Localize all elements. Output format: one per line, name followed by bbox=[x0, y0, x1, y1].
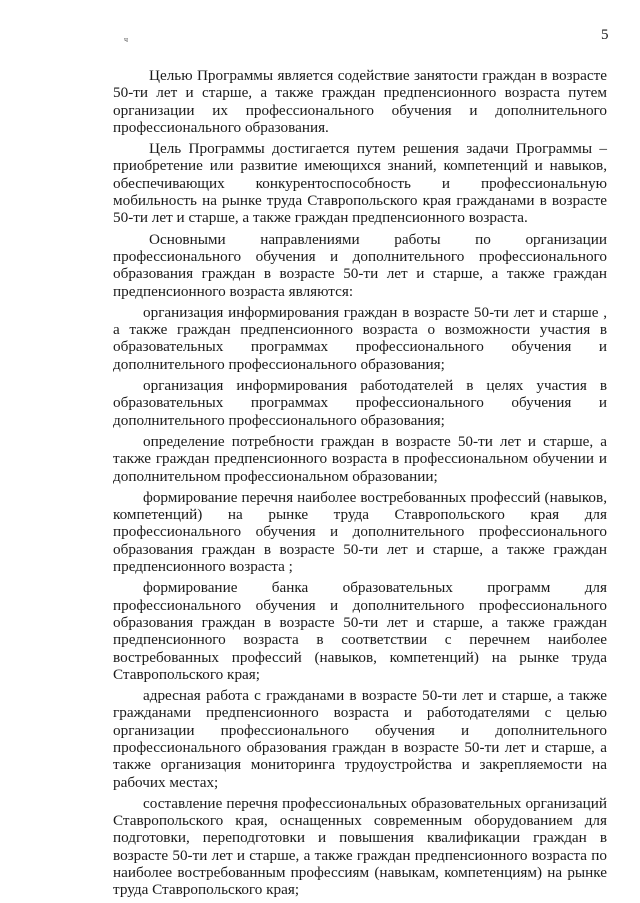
list-item: определение потребности граждан в возрасте 50-ти лет и старше, а также граждан предпенсионного возраста в профессиональном обучении и дополнительном профессиональном образовании; bbox=[113, 432, 607, 485]
list-item: формирование банка образовательных программ для профессионального обучения и дополнительного профессионального образования граждан в возрасте 50-ти лет и старше, а также граждан предпенсионного возраста в соответствии с перечнем наиболее востребованных профессий (навыков, компетенций) на рынке труда Ставропольского края; bbox=[113, 579, 607, 683]
list-item: адресная работа с гражданами в возрасте 50-ти лет и старше, а также гражданами предпенсионного возраста и работодателями с целью организации профессионального обучения и дополнительного профессионального образования граждан в возрасте 50-ти лет и старше, а также организация мониторинга трудоустройства и закрепляемости на рабочих местах; bbox=[113, 687, 607, 791]
paragraph-goal-achievement: Цель Программы достигается путем решения задачи Программы – приобретение или развитие имеющихся знаний, компетенций и навыков, обеспечивающих конкурентоспособность и профессиональную мобильность на рынке труда Ставропольского края гражданами в возрасте 50-ти лет и старше, а также граждан предпенсионного возраста. bbox=[113, 140, 607, 227]
list-item: организация информирования работодателей в целях участия в образовательных программах профессионального обучения и дополнительного профессионального образования; bbox=[113, 377, 607, 429]
list-item: составление перечня профессиональных образовательных организаций Ставропольского края, оснащенных современным оборудованием для подготовки, переподготовки и повышения квалификации граждан в возрасте 50-ти лет и старше, а также граждан предпенсионного возраста по наиболее востребованным профессиям (навыкам, компетенциям) на рынке труда Ставропольского края; bbox=[113, 794, 607, 899]
corner-mark: ч bbox=[124, 35, 129, 44]
list-item: организация информирования граждан в возрасте 50-ти лет и старше , а также граждан предпенсионного возраста о возможности участия в образовательных программах профессионального обучения и дополнительного профессионального образования; bbox=[113, 303, 607, 373]
list-item: формирование перечня наиболее востребованных профессий (навыков, компетенций) на рынке труда Ставропольского края для профессионального обучения и дополнительного профессионального образования граждан в возрасте 50-ти лет и старше, а также граждан предпенсионного возраста ; bbox=[113, 488, 607, 576]
page-number: 5 bbox=[601, 27, 609, 43]
document-body bbox=[113, 67, 607, 903]
paragraph-goal: Целью Программы является содействие занятости граждан в возрасте 50-ти лет и старше, а также граждан предпенсионного возраста путем организации их профессионального обучения и дополнительного профессионального образования. bbox=[113, 67, 607, 136]
paragraph-directions-intro: Основными направлениями работы по организации профессионального обучения и дополнительного профессионального образования граждан в возрасте 50-ти лет и старше, а также граждан предпенсионного возраста являются: bbox=[113, 230, 607, 300]
